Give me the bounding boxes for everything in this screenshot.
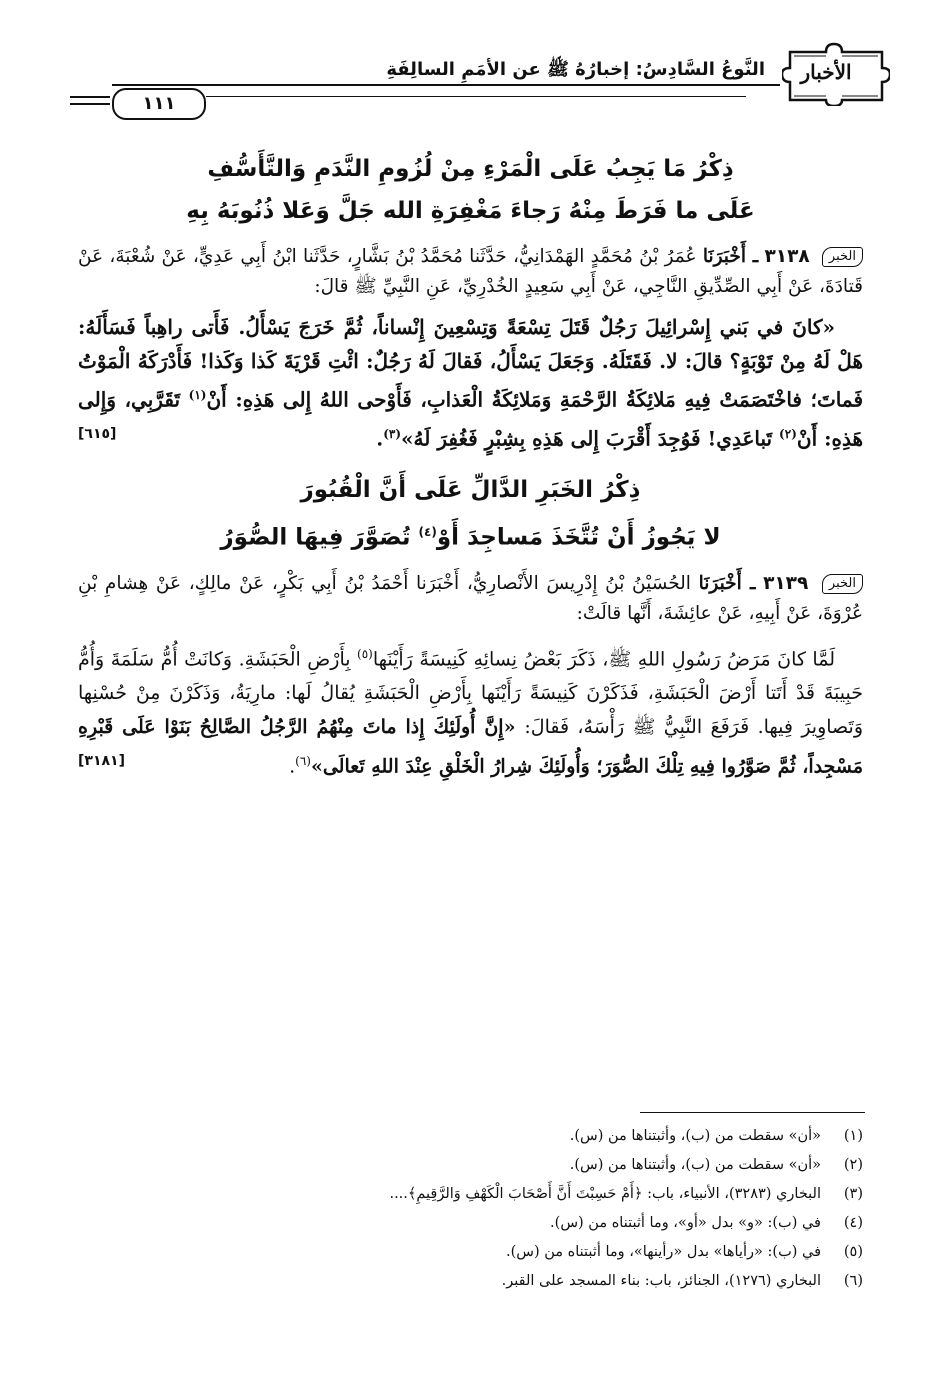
hadith-matn: «كانَ في بَني إِسْرائِيلَ رَجُلٌ قَتَلَ تِسْعَةً وَتِسْعِينَ إِنْساناً، ثُمَّ خَرَجَ يَسْأَلُ. فَأَتى راهِباً فَسَأَلَهُ: هَلْ لَهُ مِنْ تَوْبَةٍ؟ قالَ: لا. فَقَتَلَهُ. وَجَعَلَ يَسْأَلُ، فَقالَ لَهُ رَجُلٌ: ائْتِ قَرْيَةَ كَذا وَكَذا! فَأَدْرَكَهُ الْمَوْتُ فَماتَ؛ فاخْتَصَمَتْ فِيهِ مَلائِكَةُ الرَّحْمَةِ وَمَلائِكَةُ الْعَذابِ، فَأَوْحى اللهُ إِلى هَذِهِ: أَنْ$^{(١)}$ تَقَرَّبِي، وَإِلى هَذِهِ: أَنْ$^{(٢)}$ تَباعَدِي! فَوُجِدَ أَقْرَبَ إِلى هَذِهِ بِشِبْرٍ فَغُفِرَ لَهُ»$^{(٣)}$. [٦١٥] — [78, 315, 863, 451]
chapter-title-line2a: لا يَجُوزُ أَنْ تُتَّخَذَ مَساجِدَ أَوْ — [436, 524, 721, 551]
footnotes — [78, 1122, 863, 1296]
footnote-mark: (٣) — [383, 426, 402, 441]
narration-part-c: «إِنَّ أُولَئِكَ إِذا ماتَ مِنْهُمُ الرَّجُلُ الصَّالِحُ بَنَوْا عَلَى قَبْرِهِ مَسْجِداً، ثُمَّ صَوَّرُوا فِيهِ تِلْكَ الصُّوَرَ؛ وَأُولَئِكَ شِرارُ الْخَلْقِ عِنْدَ اللهِ تَعالَى» — [78, 716, 863, 778]
page-content — [78, 148, 863, 784]
matn-part-b: تَقَرَّبِي، وَإِلى هَذِهِ: أَنْ — [78, 387, 863, 451]
footnote: (٢)«أن» سقطت من (ب)، وأثبتناها من (س). — [569, 1157, 863, 1173]
footnote: (٣)البخاري (٣٢٨٣)، الأنبياء، باب: ﴿أَمْ حَسِبْتَ أَنَّ أَصْحَابَ الْكَهْفِ وَالرَّقِيمِ﴾.... — [389, 1186, 863, 1202]
footnote-mark: (٥) — [357, 646, 373, 661]
khabar-badge-icon: الخبر — [822, 247, 863, 267]
footnote-mark: (١) — [188, 388, 207, 402]
matn-part-c: تَباعَدِي! فَوُجِدَ أَقْرَبَ إِلى هَذِهِ بِشِبْرٍ فَغُفِرَ لَهُ» — [401, 426, 780, 451]
header-rule-left-a — [70, 96, 110, 98]
chapter-title-line2b: تُصَوَّرَ فِيهَا الصُّوَرُ — [220, 524, 419, 551]
footnote-mark: (٢) — [779, 426, 797, 441]
cross-reference: [٣١٨١] — [78, 753, 125, 770]
running-head: النَّوعُ السَّادِسُ: إخبارُهُ ﷺ عن الأمَمِ السالِفَةِ — [386, 59, 765, 80]
cross-reference: [٦١٥] — [78, 425, 117, 442]
hadith-number: ٣١٣٨ — [764, 246, 810, 267]
header-rule-top — [112, 84, 780, 86]
footnote-separator — [640, 1112, 865, 1113]
footnote-mark: (٤) — [418, 525, 437, 540]
book-label: الأخبار — [800, 60, 852, 84]
isnad-text: عُمَرُ بْنُ مُحَمَّدٍ الهَمْدَانِيُّ، حَدَّثَنا مُحَمَّدُ بْنُ بَشَّارٍ، حَدَّثَنا ابْنُ أَبِي عَدِيٍّ، عَنْ شُعْبَةَ، عَنْ قَتادَةَ، عَنْ أَبِي الصِّدِّيقِ النَّاجِي، عَنْ أَبِي سَعِيدٍ الخُدْرِيِّ، عَنِ النَّبِيِّ ﷺ قالَ: — [78, 246, 863, 297]
hadith-number: ٣١٣٩ — [763, 572, 809, 594]
chapter-title-line2: عَلَى ما فَرَطَ مِنْهُ رَجاءَ مَغْفِرَةِ الله جَلَّ وَعَلا ذُنُوبَهُ بِهِ — [186, 198, 755, 224]
header-rule-right-a — [206, 96, 746, 97]
chapter-title-line1: ذِكْرُ الخَبَرِ الدَّالِّ عَلَى أَنَّ الْقُبُورَ — [300, 477, 641, 504]
header-rule-left-b — [70, 103, 110, 105]
footnote-mark: (٦) — [295, 754, 311, 769]
narration-part-b: بِأَرْضِ الْحَبَشَةِ. وَكانَتْ أُمُّ سَلَمَةَ وَأُمُّ حَبِيبَةَ قَدْ أَتَتا أَرْضَ الْحَبَشَةِ، فَذَكَرْنَ كَنِيسَةً رَأَيْنَها بِأَرْضِ الْحَبَشَةِ يُقالُ لَها: مارِيَةُ، وَذَكَرْنَ مِنْ حُسْنِها وَتَصاوِيرَ فِيها. فَرَفَعَ النَّبِيُّ ﷺ رَأْسَهُ، فَقالَ: — [78, 648, 863, 739]
hadith-narration: لَمَّا كانَ مَرَضُ رَسُولِ اللهِ ﷺ، ذَكَرَ بَعْضُ نِسائِهِ كَنِيسَةً رَأَيْنَها$^{(٥)}$ بِأَرْضِ الْحَبَشَةِ. وَكانَتْ أُمُّ سَلَمَةَ وَأُمُّ حَبِيبَةَ قَدْ أَتَتا أَرْضَ الْحَبَشَةِ، فَذَكَرْنَ كَنِيسَةً رَأَيْنَها بِأَرْضِ الْحَبَشَةِ يُقالُ لَها: مارِيَةُ، وَذَكَرْنَ مِنْ حُسْنِها وَتَصاوِيرَ فِيها. فَرَفَعَ النَّبِيُّ ﷺ رَأْسَهُ، فَقالَ: «إِنَّ أُولَئِكَ إِذا ماتَ مِنْهُمُ الرَّجُلُ الصَّالِحُ بَنَوْا عَلَى قَبْرِهِ مَسْجِداً، ثُمَّ صَوَّرُوا فِيهِ تِلْكَ الصُّوَرَ؛ وَأُولَئِكَ شِرارُ الْخَلْقِ عِنْدَ اللهِ تَعالَى»$^{(٦)}$. [٣١٨١] — [78, 646, 863, 778]
akhbarana-word: ـ أَخْبَرَنَا — [702, 246, 759, 267]
footnote: (١)«أن» سقطت من (ب)، وأثبتناها من (س). — [569, 1128, 863, 1144]
footnote: (٦)البخاري (١٢٧٦)، الجنائز، باب: بناء المسجد على القبر. — [501, 1273, 863, 1289]
chapter-title-line1: ذِكْرُ مَا يَجِبُ عَلَى الْمَرْءِ مِنْ لُزُومِ النَّدَمِ وَالتَّأَسُّفِ — [207, 156, 734, 182]
page-number: ١١١ — [112, 88, 206, 120]
chapter-title — [78, 148, 863, 232]
narration-part-a: لَمَّا كانَ مَرَضُ رَسُولِ اللهِ ﷺ، ذَكَرَ بَعْضُ نِسائِهِ كَنِيسَةً رَأَيْنَها — [372, 648, 835, 671]
footnote: (٥)في (ب): «رأياها» بدل «رأينها»، وما أثبتناه من (س). — [506, 1244, 863, 1260]
chapter-title — [78, 469, 863, 559]
matn-part-a: «كانَ في بَني إِسْرائِيلَ رَجُلٌ قَتَلَ تِسْعَةً وَتِسْعِينَ إِنْساناً، ثُمَّ خَرَجَ يَسْأَلُ. فَأَتى راهِباً فَسَأَلَهُ: هَلْ لَهُ مِنْ تَوْبَةٍ؟ قالَ: لا. فَقَتَلَهُ. وَجَعَلَ يَسْأَلُ، فَقالَ لَهُ رَجُلٌ: ائْتِ قَرْيَةَ كَذا وَكَذا! فَأَدْرَكَهُ الْمَوْتُ فَماتَ؛ فاخْتَصَمَتْ فِيهِ مَلائِكَةُ الرَّحْمَةِ وَمَلائِكَةُ الْعَذابِ، فَأَوْحى اللهُ إِلى هَذِهِ: أَنْ — [78, 315, 863, 412]
page-header — [70, 40, 880, 120]
footnote: (٤)في (ب): «و» بدل «أو»، وما أثبتناه من (س). — [550, 1215, 863, 1231]
isnad-text: الحُسَيْنُ بْنُ إِدْرِيسَ الأَنْصارِيُّ، أَخْبَرَنا أَحْمَدُ بْنُ أَبِي بَكْرٍ، عَنْ مالِكٍ، عَنْ هِشامِ بْنِ عُرْوَةَ، عَنْ أَبِيهِ، عَنْ عائِشَةَ، أَنَّها قالَتْ: — [78, 572, 863, 624]
isnad-paragraph — [78, 242, 863, 302]
isnad-paragraph — [78, 569, 863, 629]
khabar-badge-icon: الخبر — [822, 574, 863, 594]
akhbarana-word: ـ أَخْبَرَنَا — [698, 572, 756, 594]
